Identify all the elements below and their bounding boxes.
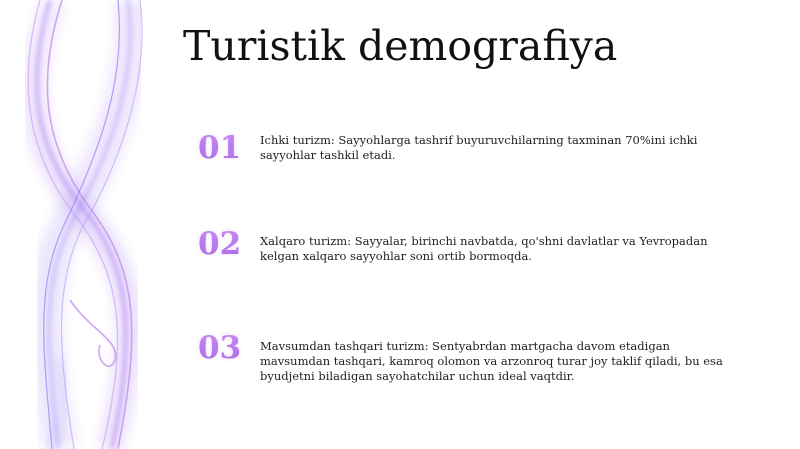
item-number: 01 — [198, 130, 242, 166]
decorative-ribbon — [0, 0, 190, 449]
item-text: Mavsumdan tashqari turizm: Sentyabrdan martgacha davom etadigan mavsumdan tashqari, kamroq olomon va arzonroq turar joy taklif qiladi, bu esa byudjetni biladigan sayohatchilar uchun ideal vaqtdir. — [260, 339, 723, 383]
list-item — [198, 330, 758, 390]
slide-title: Turistik demografiya — [183, 22, 618, 70]
list-item — [198, 130, 758, 190]
item-number: 03 — [198, 330, 242, 366]
item-text: Ichki turizm: Sayyohlarga tashrif buyuruvchilarning taxminan 70%ini ichki sayyohlar tashkil etadi. — [260, 133, 698, 162]
item-text: Xalqaro turizm: Sayyalar, birinchi navbatda, qo'shni davlatlar va Yevropadan kelgan xalqaro sayyohlar soni ortib bormoqda. — [260, 234, 708, 263]
list-item — [198, 226, 758, 286]
item-number: 02 — [198, 226, 242, 262]
